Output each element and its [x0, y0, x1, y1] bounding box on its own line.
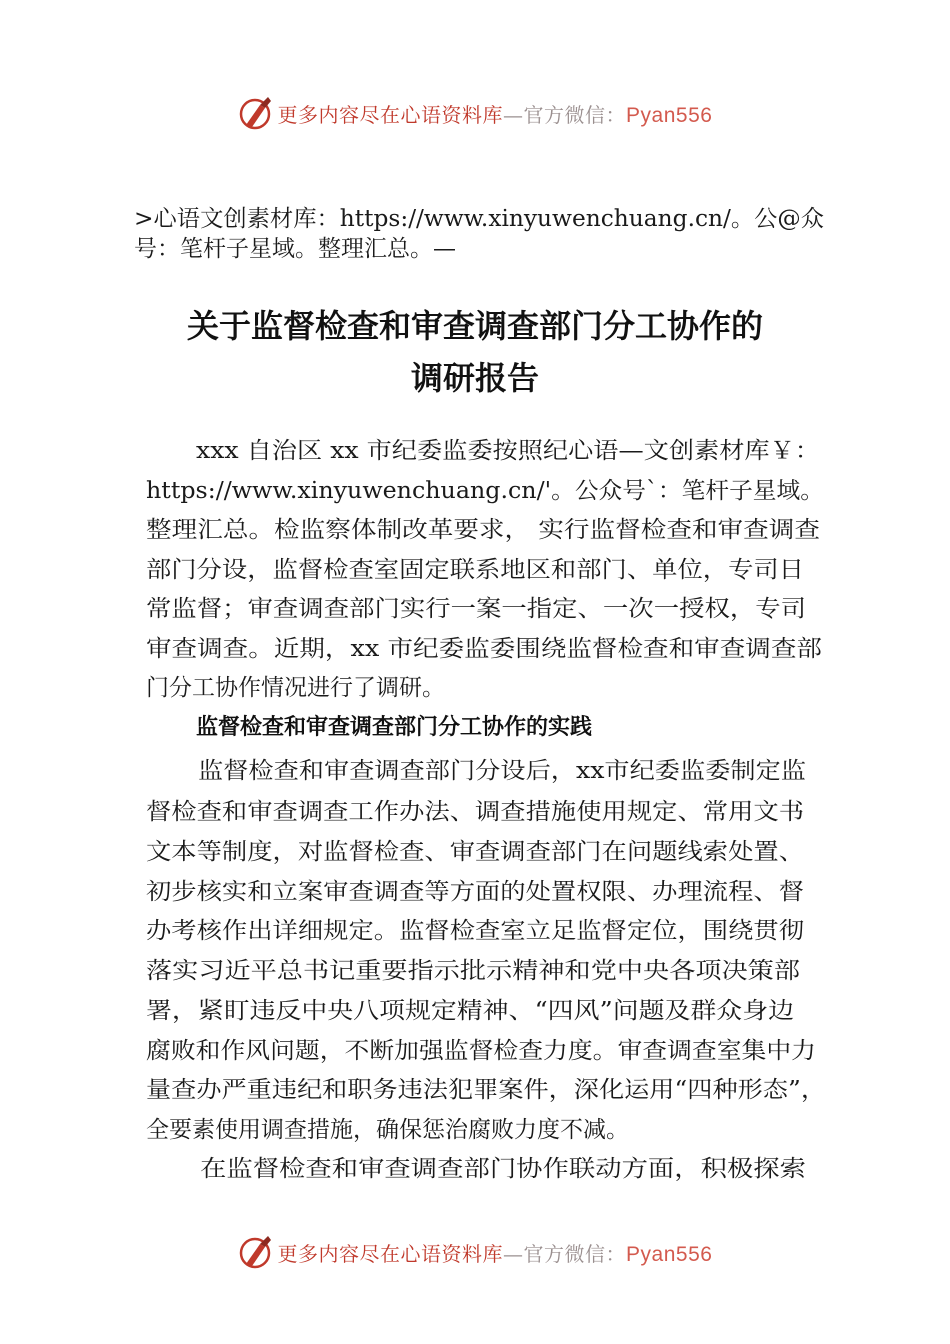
paragraph-line: 审查调查。近期，xx 市纪委监委围绕监督检查和审查调查部	[146, 636, 822, 662]
paragraph-line: 腐败和作风问题，不断加强监督检查力度。审查调查室集中力	[146, 1038, 816, 1064]
banner-text: 更多内容尽在心语资料库—官方微信：Pyan556	[277, 1241, 713, 1266]
paragraph-line: 门分工协作情况进行了调研。	[146, 675, 445, 701]
paragraph-line: 量查办严重违纪和职务违法犯罪案件，深化运用“四种形态”，	[146, 1077, 826, 1103]
paragraph-line: 全要素使用调查措施，确保惩治腐败力度不减。	[146, 1117, 629, 1143]
footer-banner	[0, 1232, 950, 1272]
paragraph-line: 常监督；审查调查部门实行一案一指定、一次一授权，专司	[146, 596, 806, 622]
page-title: 调研报告	[410, 359, 539, 397]
paragraph-line: 整理汇总。检监察体制改革要求， 实行监督检查和审查调查	[146, 517, 820, 543]
paragraph-line: https://www.xinyuwenchuang.cn/'。公众号`：笔杆子星域。	[146, 478, 824, 504]
paragraph-line: 初步核实和立案审查调查等方面的处置权限、办理流程、督	[146, 879, 804, 905]
pen-logo-icon	[238, 1234, 274, 1270]
paragraph-line: 督检查和审查调查工作办法、调查措施使用规定、常用文书	[146, 799, 804, 825]
paragraph-line: 监督检查和审查调查部门分设后，xx市纪委监委制定监	[198, 758, 806, 784]
paragraph-line: 在监督检查和审查调查部门协作联动方面，积极探索	[200, 1156, 806, 1182]
banner-text: 更多内容尽在心语资料库—官方微信：Pyan556	[277, 102, 713, 127]
header-banner	[0, 93, 950, 133]
paragraph-line: 文本等制度，对监督检查、审查调查部门在问题线索处置、	[146, 839, 804, 865]
paragraph-line: 署，紧盯违反中央八项规定精神、“四风”问题及群众身边	[146, 998, 794, 1024]
pen-logo-icon	[238, 95, 274, 131]
paragraph-line: 办考核作出详细规定。监督检查室立足监督定位，围绕贯彻	[146, 918, 804, 944]
intro-line: >心语文创素材库：https://www.xinyuwenchuang.cn/。公@众	[134, 206, 824, 232]
page-title: 关于监督检查和审查调查部门分工协作的	[186, 307, 763, 345]
section-heading: 监督检查和审查调查部门分工协作的实践	[196, 715, 593, 740]
intro-line: 号：笔杆子星域。整理汇总。—	[134, 236, 456, 262]
paragraph-line: 部门分设，监督检查室固定联系地区和部门、单位，专司日	[146, 557, 804, 583]
paragraph-line: 落实习近平总书记重要指示批示精神和党中央各项决策部	[146, 958, 800, 984]
paragraph-line: xxx 自治区 xx 市纪委监委按照纪心语—文创素材库￥：	[196, 438, 820, 464]
